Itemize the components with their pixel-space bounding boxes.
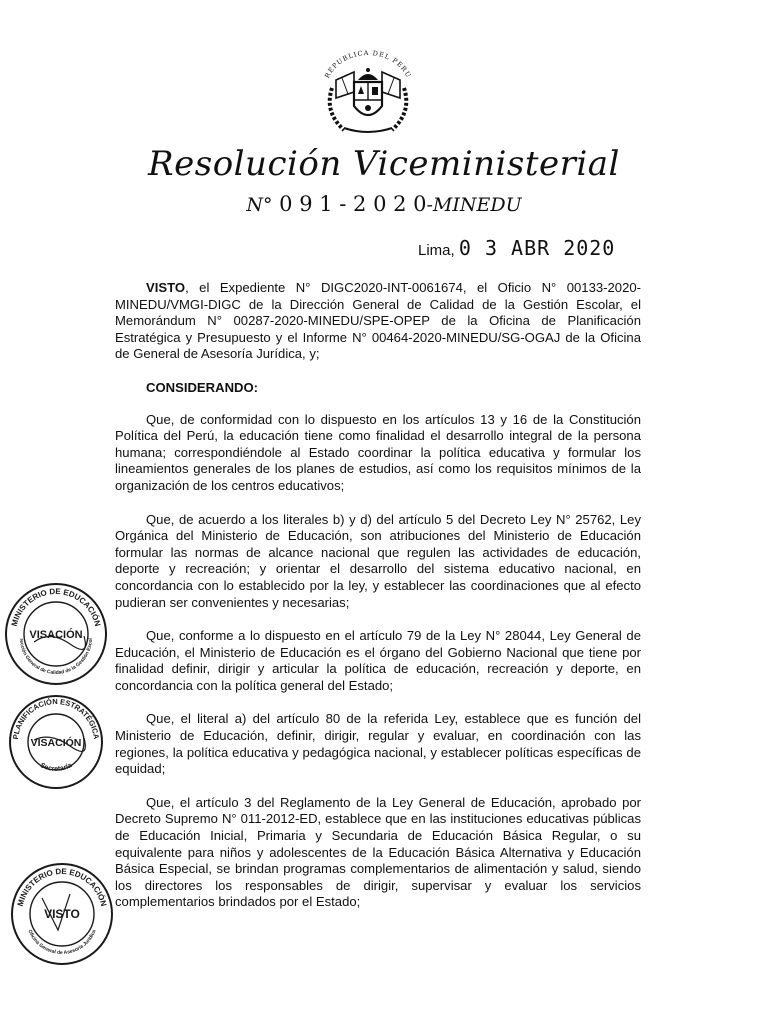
paragraph-3: Que, conforme a lo dispuesto en el artículo 79 de la Ley N° 28044, Ley General de Educación, el Ministerio de Educación es el órgano del Gobierno Nacional que tiene por finalidad definir, dirigir y articular la política de educación, recreación y deporte, en concordancia con la política general del Estado; bbox=[115, 628, 641, 693]
number-prefix: N° bbox=[246, 194, 273, 216]
considerando-heading: CONSIDERANDO: bbox=[146, 379, 259, 395]
stamp-1-center: VISACIÓN bbox=[29, 629, 83, 641]
svg-text:Secretaría: Secretaría bbox=[38, 762, 74, 773]
svg-text:MINISTERIO DE EDUCACIÓN: MINISTERIO DE EDUCACIÓN bbox=[9, 586, 103, 628]
svg-text:Dirección General de Calidad d: rección General de Calidad de la Gestión Escol bbox=[17, 638, 95, 677]
visto-text: , el Expediente N° DIGC2020-INT-0061674, el Oficio N° 00133-2020-MINEDU/VMGI-DIGC de la Dirección General de Calidad de la Gestión Escolar, el Memorándum N° 00287-2020-MINEDU/SPE-OPEP de la Oficina de Planificación Estratégica y Presupuesto y el Informe N° 00464-2020-MINEDU/SG-OGAJ de la Oficina de General de Asesoría Jurídica, y; bbox=[115, 280, 641, 362]
stamp-3-center: VISTO bbox=[44, 907, 80, 921]
visacion-stamp-2 bbox=[4, 690, 108, 794]
document-body bbox=[115, 280, 641, 928]
resolution-number bbox=[0, 192, 768, 216]
date-stamp: 0 3 ABR 2020 bbox=[458, 236, 616, 260]
coat-of-arms-icon bbox=[314, 40, 422, 140]
svg-text:Oficina General de Asesoría Ju: Oficina General de Asesoría Jurídica bbox=[26, 929, 98, 957]
paragraph-2: Que, de acuerdo a los literales b) y d) del artículo 5 del Decreto Ley N° 25762, Ley Orgánica del Ministerio de Educación, son atribuciones del Ministerio de Educación formular las normas de alcance nacional que regulen las actividades de educación, deporte y recreación; y orientar el desarrollo del sistema educativo nacional, en concordancia con lo establecido por la ley, y establecer las coordinaciones que al efecto pudieran ser convenientes y necesarias; bbox=[115, 511, 641, 610]
number-suffix: -MINEDU bbox=[426, 194, 522, 216]
svg-text:MINISTERIO DE EDUCACIÓN: MINISTERIO DE EDUCACIÓN bbox=[15, 866, 109, 908]
document-title: Resolución Viceministerial bbox=[148, 144, 620, 184]
resolution-date bbox=[418, 236, 615, 260]
svg-text:PLANIFICACIÓN ESTRATÉGICA: PLANIFICACIÓN ESTRATÉGICA bbox=[11, 696, 101, 740]
stamp-2-center: VISACIÓN bbox=[30, 737, 82, 749]
paragraph-4: Que, el literal a) del artículo 80 de la referida Ley, establece que es función del Ministerio de Educación, definir, dirigir, regular y evaluar, en coordinación con las regiones, la política educativa y pedagógica nacional, y establecer políticas específicas de equidad; bbox=[115, 711, 641, 777]
visacion-stamp-1 bbox=[0, 578, 112, 690]
visto-label: VISTO bbox=[146, 280, 186, 295]
visto-paragraph bbox=[115, 280, 641, 363]
date-prefix: Lima, bbox=[418, 242, 455, 259]
paragraph-1: Que, de conformidad con lo dispuesto en los artículos 13 y 16 de la Constitución Política del Perú, la educación tiene como finalidad el desarrollo integral de la persona humana; correspondiéndole al Estado coordinar la política educativa y formular los lineamientos generales de los planes de estudios, así como los requisitos mínimos de la organización de los centros educativos; bbox=[115, 411, 641, 493]
number-value: 0 9 1 - 2 0 2 0 bbox=[279, 192, 427, 216]
svg-text:REPUBLICA DEL PERU: REPUBLICA DEL PERU bbox=[323, 48, 413, 80]
paragraph-5: Que, el artículo 3 del Reglamento de la Ley General de Educación, aprobado por Decreto Supremo N° 011-2012-ED, establece que en las instituciones educativas públicas de Educación Inicial, Primaria y Secundaria de Educación Básica Regular, o su equivalente para niños y adolescentes de la Educación Básica Alternativa y Educación Básica Especial, se brindan programas complementarios de alimentación y salud, siendo los directores los responsables de dirigir, supervisar y evaluar los servicios complementarios brindados por el Estado; bbox=[115, 794, 641, 910]
visto-stamp bbox=[6, 858, 118, 970]
